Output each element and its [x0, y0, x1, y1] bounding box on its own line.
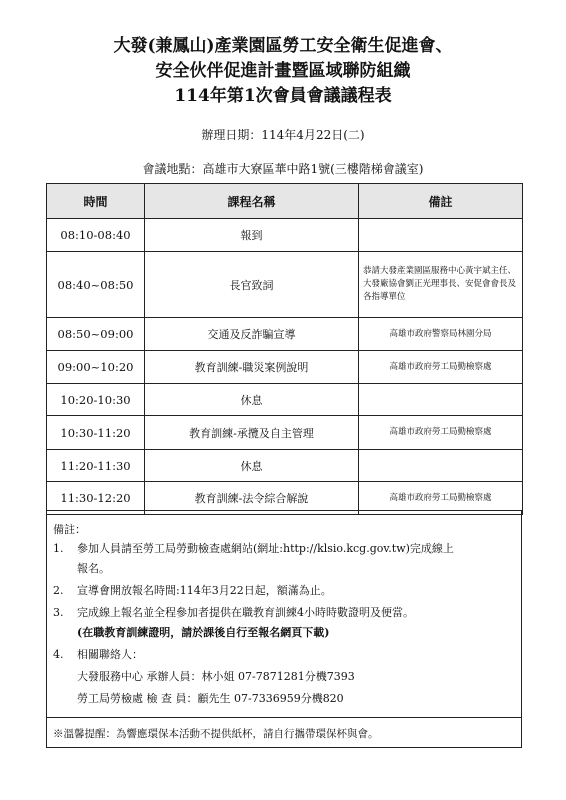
note-number: 1. [53, 542, 64, 555]
note-number: 3. [53, 606, 64, 619]
row-note: 高雄市政府勞工局勤檢察處 [359, 416, 523, 450]
note-number: 2. [53, 584, 64, 597]
table-header-row [47, 184, 523, 219]
row-course: 長官致詞 [145, 252, 359, 318]
table-row [47, 219, 523, 252]
meeting-venue: 會議地點：高雄市大寮區華中路1號(三樓階梯會議室) [142, 162, 424, 176]
row-time: 11:30-12:20 [47, 482, 145, 515]
page-title-line-2: 安全伙伴促進計畫暨區域聯防組織 [155, 61, 411, 81]
reminder-text: ※溫馨提醒：為響應環保本活動不提供紙杯，請自行攜帶環保杯與會。 [53, 728, 379, 740]
row-course: 教育訓練-承攬及自主管理 [145, 416, 359, 450]
row-course: 教育訓練-法令綜合解說 [145, 482, 359, 515]
notes-box [46, 510, 522, 718]
page-title-line-3: 114年第1次會員會議議程表 [174, 86, 392, 106]
row-time: 10:30-11:20 [47, 416, 145, 450]
row-time: 10:20-10:30 [47, 384, 145, 416]
header-time: 時間 [47, 184, 145, 219]
row-course: 休息 [145, 450, 359, 482]
row-time: 08:40~08:50 [47, 252, 145, 318]
row-note [359, 219, 523, 252]
table-row [47, 252, 523, 318]
row-course: 教育訓練-職災案例說明 [145, 351, 359, 384]
note-bold-text: (在職教育訓練證明，請於課後自行至報名網頁下載) [77, 626, 330, 639]
row-note: 恭請大發產業園區服務中心黃宇斌主任、大發廠協會劉正光理事長、安促會會長及各指導單位 [359, 252, 523, 318]
contact-text: 大發服務中心 承辦人員：林小姐 07-7871281分機7393 [77, 670, 355, 683]
row-course: 休息 [145, 384, 359, 416]
table-row [47, 450, 523, 482]
row-time: 08:50~09:00 [47, 318, 145, 351]
note-number: 4. [53, 648, 64, 661]
agenda-table [46, 183, 523, 515]
row-note: 高雄市政府勞工局勤檢察處 [359, 482, 523, 515]
note-text: 相關聯絡人： [77, 648, 143, 661]
row-note: 高雄市政府勞工局勤檢察處 [359, 351, 523, 384]
row-note [359, 450, 523, 482]
row-note: 高雄市政府警察局林園分局 [359, 318, 523, 351]
meeting-date: 辦理日期：114年4月22日(二) [201, 128, 365, 142]
table-row [47, 318, 523, 351]
note-text: 報名。 [77, 562, 110, 575]
row-time: 11:20-11:30 [47, 450, 145, 482]
row-note [359, 384, 523, 416]
note-text: 完成線上報名並全程參加者提供在職教育訓練4小時時數證明及便當。 [77, 606, 414, 619]
note-text: 宣導會開放報名時間:114年3月22日起，額滿為止。 [77, 584, 332, 597]
row-course: 交通及反詐騙宣導 [145, 318, 359, 351]
header-note: 備註 [359, 184, 523, 219]
reminder-box [46, 718, 522, 748]
note-text: 參加人員請至勞工局勞動檢查處網站(網址:http://klsio.kcg.gov.tw)完成線上 [77, 542, 454, 555]
header-course: 課程名稱 [145, 184, 359, 219]
table-row [47, 416, 523, 450]
table-row [47, 384, 523, 416]
contact-text: 勞工局勞檢處 檢 查 員：顧先生 07-7336959分機820 [77, 692, 344, 705]
table-row [47, 351, 523, 384]
page-title-line-1: 大發(兼鳳山)產業園區勞工安全衛生促進會、 [113, 36, 453, 56]
row-time: 08:10-08:40 [47, 219, 145, 252]
row-time: 09:00~10:20 [47, 351, 145, 384]
notes-header: 備註： [53, 523, 86, 536]
row-course: 報到 [145, 219, 359, 252]
